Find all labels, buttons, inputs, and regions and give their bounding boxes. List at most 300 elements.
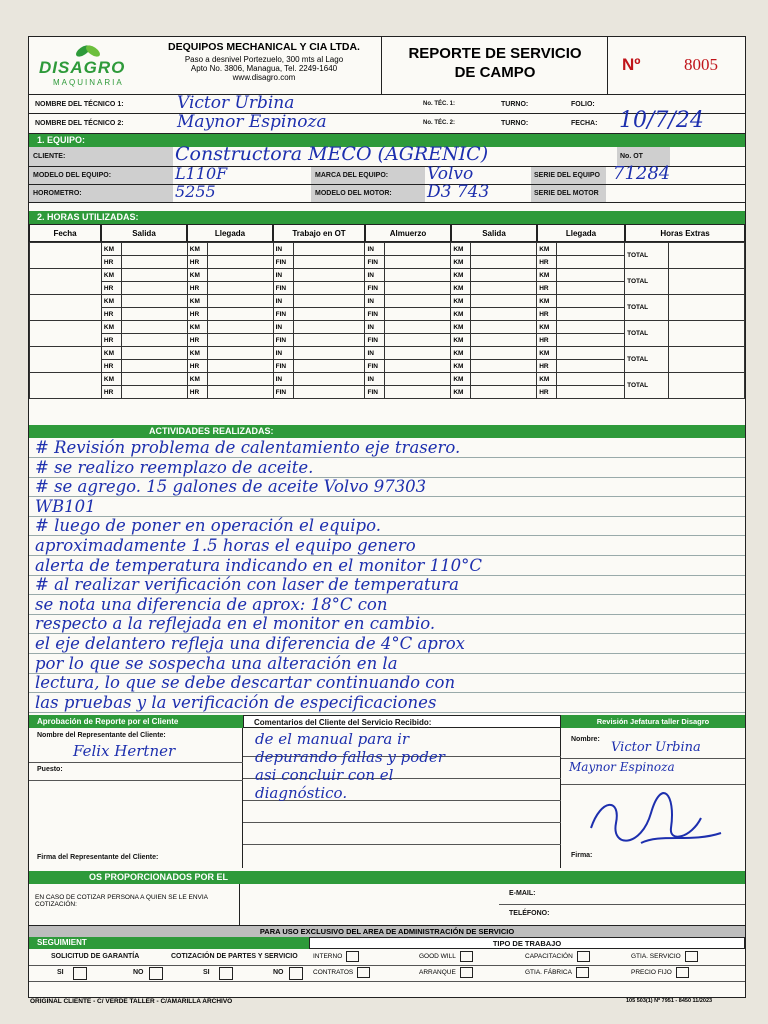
cell-input[interactable]: [385, 373, 451, 386]
report-title-1: REPORTE DE SERVICIO: [408, 45, 582, 62]
cell-input[interactable]: [557, 243, 625, 256]
cell-input[interactable]: [557, 386, 625, 399]
cell-input[interactable]: [669, 243, 745, 269]
activity-line: se nota una diferencia de aprox: 18°C con: [35, 594, 388, 614]
rep-value[interactable]: Felix Hertner: [73, 742, 176, 760]
puesto-label: Puesto:: [37, 766, 63, 773]
cell-unit: IN: [365, 373, 385, 386]
revision-line-1: [561, 758, 745, 759]
cell-input[interactable]: [557, 347, 625, 360]
cell-unit: HR: [101, 308, 121, 321]
comment-line-4: [243, 822, 561, 823]
cell-unit: HR: [187, 360, 207, 373]
notec2-label: No. TÉC. 2:: [423, 120, 456, 126]
cell-unit: KM: [451, 373, 471, 386]
garantia-no-box[interactable]: [149, 967, 163, 980]
cotizacion-si-box[interactable]: [219, 967, 233, 980]
cell-input[interactable]: [207, 282, 273, 295]
cotizacion-no: NO: [273, 969, 284, 976]
brand-logo: [35, 41, 145, 91]
admin-bar: PARA USO EXCLUSIVO DEL AREA DE ADMINISTRACIÓN DE SERVICIO: [29, 926, 745, 937]
cell-input[interactable]: [385, 308, 451, 321]
col-llegada: Llegada: [187, 224, 273, 242]
turno1-label: TURNO:: [501, 101, 529, 108]
cell-unit: FIN: [365, 308, 385, 321]
fecha-label: FECHA:: [571, 120, 598, 127]
cell-input[interactable]: [385, 347, 451, 360]
hours-row: [30, 347, 745, 360]
garantia-si-box[interactable]: [73, 967, 87, 980]
cotizacion-si: SI: [203, 969, 210, 976]
cell-input[interactable]: [557, 334, 625, 347]
work-type-option[interactable]: [525, 951, 629, 962]
cell-input[interactable]: [207, 256, 273, 269]
col-fecha: Fecha: [29, 224, 101, 242]
cell-unit: KM: [537, 373, 557, 386]
hours-header: [29, 224, 745, 242]
cliente-label: CLIENTE:: [29, 147, 173, 166]
company-name: DEQUIPOS MECHANICAL Y CIA LTDA.: [168, 41, 360, 53]
cell-unit: KM: [101, 269, 121, 282]
cell-input[interactable]: [557, 295, 625, 308]
cell-unit: KM: [101, 295, 121, 308]
cell-input[interactable]: [121, 308, 187, 321]
work-type-checkbox[interactable]: [576, 967, 589, 978]
cell-input[interactable]: [293, 243, 365, 256]
motor-label: MODELO DEL MOTOR:: [311, 185, 425, 202]
aprobacion-bar: [29, 715, 745, 728]
work-type-option[interactable]: [313, 967, 417, 978]
cell-input[interactable]: [207, 334, 273, 347]
cell-unit: KM: [537, 295, 557, 308]
cell-unit: HR: [101, 282, 121, 295]
work-type-checkbox[interactable]: [357, 967, 370, 978]
col-horas-extras: Horas Extras: [625, 224, 745, 242]
cell-unit: KM: [451, 360, 471, 373]
cell-unit: HR: [187, 334, 207, 347]
comentarios-title: Comentarios del Cliente del Servicio Recibido:: [243, 715, 561, 728]
tech1-label: NOMBRE DEL TÉCNICO 1:: [35, 101, 124, 108]
cell-input[interactable]: [669, 373, 745, 399]
cell-total: TOTAL: [625, 243, 669, 269]
rep-label: Nombre del Representante del Cliente:: [37, 732, 166, 739]
revision-box: [561, 728, 745, 868]
cell-input[interactable]: [669, 347, 745, 373]
work-type-option[interactable]: [631, 967, 735, 978]
cell-total: TOTAL: [625, 269, 669, 295]
cell-unit: HR: [101, 360, 121, 373]
cell-unit: KM: [451, 282, 471, 295]
garantia-label: SOLICITUD DE GARANTÍA: [51, 953, 140, 960]
garantia-si: SI: [57, 969, 64, 976]
cell-input[interactable]: [207, 321, 273, 334]
brand-subtitle: MAQUINARIA: [53, 78, 124, 87]
cell-input[interactable]: [557, 321, 625, 334]
cell-input[interactable]: [293, 386, 365, 399]
cell-unit: IN: [273, 269, 293, 282]
cell-input[interactable]: [293, 282, 365, 295]
cell-unit: KM: [187, 373, 207, 386]
cell-unit: FIN: [365, 360, 385, 373]
cell-total: TOTAL: [625, 373, 669, 399]
cell-unit: KM: [451, 334, 471, 347]
cell-unit: IN: [273, 347, 293, 360]
cell-input[interactable]: [557, 269, 625, 282]
cell-input[interactable]: [121, 256, 187, 269]
cell-input[interactable]: [471, 295, 537, 308]
work-type-label: CAPACITACIÓN: [525, 953, 573, 961]
cell-unit: HR: [101, 386, 121, 399]
cell-unit: KM: [537, 321, 557, 334]
cell-input[interactable]: [471, 282, 537, 295]
actividades-area[interactable]: [29, 438, 745, 714]
cell-unit: KM: [451, 256, 471, 269]
tech2-label: NOMBRE DEL TÉCNICO 2:: [35, 120, 124, 127]
leaf-icon: [73, 41, 103, 59]
cotizacion-no-box[interactable]: [289, 967, 303, 980]
cliente-value[interactable]: Constructora MECO (AGRENIC): [175, 143, 489, 165]
cell-unit: FIN: [365, 386, 385, 399]
cell-unit: KM: [451, 386, 471, 399]
cell-input[interactable]: [121, 373, 187, 386]
company-address-2: Apto No. 3806, Managua, Tel. 2249-1640: [190, 64, 338, 73]
activity-line: respecto a la reflejada en el monitor en cambio.: [35, 614, 436, 634]
cell-fecha[interactable]: [30, 373, 102, 399]
title-block: [381, 37, 608, 95]
col-salida: Salida: [101, 224, 187, 242]
cell-unit: KM: [537, 269, 557, 282]
work-type-checkbox[interactable]: [676, 967, 689, 978]
email-line: [499, 904, 745, 905]
header-row: [29, 37, 745, 95]
cell-unit: HR: [537, 386, 557, 399]
service-report-form: [28, 36, 746, 998]
cell-input[interactable]: [471, 321, 537, 334]
motor-value[interactable]: D3 743: [427, 182, 490, 202]
cell-unit: HR: [187, 256, 207, 269]
cell-input[interactable]: [385, 386, 451, 399]
cell-unit: IN: [273, 243, 293, 256]
cell-unit: FIN: [273, 282, 293, 295]
cell-input[interactable]: [669, 295, 745, 321]
cell-input[interactable]: [121, 295, 187, 308]
cell-input[interactable]: [293, 308, 365, 321]
proporcionados-bar: OS PROPORCIONADOS POR EL: [29, 871, 745, 884]
cell-total: TOTAL: [625, 347, 669, 373]
tech2-value[interactable]: Maynor Espinoza: [177, 112, 327, 132]
company-website: www.disagro.com: [232, 73, 296, 82]
hours-row: [30, 295, 745, 308]
cell-unit: KM: [451, 295, 471, 308]
col-llegada-2: Llegada: [537, 224, 625, 242]
footer-left: ORIGINAL CLIENTE - C/ VERDE TALLER - C/AMARILLA ARCHIVO: [30, 998, 233, 1005]
cell-unit: FIN: [273, 386, 293, 399]
cell-unit: HR: [537, 360, 557, 373]
cell-unit: HR: [187, 308, 207, 321]
modelo-label: MODELO DEL EQUIPO:: [29, 167, 173, 184]
activity-line: # luego de poner en operación el equipo.: [35, 516, 381, 536]
work-type-checkbox[interactable]: [460, 967, 473, 978]
cell-input[interactable]: [557, 360, 625, 373]
activity-line: el eje delantero refleja una diferencia de 4°C aprox: [35, 634, 465, 653]
cell-input[interactable]: [293, 256, 365, 269]
cell-input[interactable]: [557, 282, 625, 295]
signature-mark: [581, 788, 731, 858]
activity-line: # al realizar verificación con laser de temperatura: [35, 575, 459, 595]
cell-input[interactable]: [557, 256, 625, 269]
report-number: 8005: [684, 55, 718, 74]
activity-line: por lo que se sospecha una alteración en la: [35, 653, 398, 673]
cell-input[interactable]: [557, 373, 625, 386]
turno2-label: TURNO:: [501, 120, 529, 127]
activity-line: lectura, lo que se debe descartar continuando con: [35, 673, 456, 693]
hours-table: [29, 224, 745, 396]
cell-unit: IN: [273, 295, 293, 308]
cell-input[interactable]: [293, 295, 365, 308]
actividades-section-bar: ACTIVIDADES REALIZADAS:: [29, 425, 745, 438]
brand-name: DISAGRO: [39, 58, 126, 77]
modelo-row: [29, 163, 745, 185]
cell-unit: FIN: [273, 256, 293, 269]
cell-fecha[interactable]: [30, 243, 102, 269]
seguimiento-bar: [29, 937, 745, 949]
cell-input[interactable]: [471, 269, 537, 282]
cell-input[interactable]: [121, 334, 187, 347]
cell-input[interactable]: [121, 347, 187, 360]
cell-input[interactable]: [293, 269, 365, 282]
company-block: [149, 41, 379, 82]
cell-input[interactable]: [471, 334, 537, 347]
cell-unit: KM: [537, 243, 557, 256]
cell-input[interactable]: [385, 243, 451, 256]
work-type-checkbox[interactable]: [685, 951, 698, 962]
proporcionados-box: [29, 884, 745, 926]
hours-body: [29, 242, 745, 399]
cell-unit: KM: [187, 321, 207, 334]
comment-line: depurando fallas y poder: [255, 748, 445, 766]
cell-input[interactable]: [293, 373, 365, 386]
cell-input[interactable]: [471, 256, 537, 269]
cell-unit: FIN: [365, 334, 385, 347]
cell-unit: IN: [273, 373, 293, 386]
report-title-2: DE CAMPO: [454, 64, 536, 81]
cell-input[interactable]: [471, 347, 537, 360]
cell-unit: KM: [187, 269, 207, 282]
cell-input[interactable]: [207, 308, 273, 321]
cotizar-label: EN CASO DE COTIZAR PERSONA A QUIEN SE LE ENVIA COTIZACIÓN:: [35, 894, 208, 908]
work-type-option[interactable]: [419, 951, 523, 962]
cell-input[interactable]: [207, 269, 273, 282]
work-type-option[interactable]: [313, 951, 417, 962]
cell-input[interactable]: [121, 282, 187, 295]
email-label: E-MAIL:: [509, 890, 536, 897]
hours-row: [30, 321, 745, 334]
cell-unit: IN: [365, 295, 385, 308]
cell-input[interactable]: [207, 243, 273, 256]
work-type-option[interactable]: [525, 967, 629, 978]
company-address-1: Paso a desnivel Portezuelo, 300 mts al Lago: [184, 55, 344, 64]
work-type-checkbox[interactable]: [346, 951, 359, 962]
fecha-value[interactable]: 10/7/24: [619, 108, 704, 133]
number-label: Nº: [622, 55, 641, 74]
cell-unit: KM: [101, 321, 121, 334]
number-block: [607, 37, 746, 95]
horas-section-bar: 2. HORAS UTILIZADAS:: [29, 211, 745, 224]
serie-value[interactable]: 71284: [613, 163, 671, 184]
aprobacion-box: [29, 728, 243, 868]
comentarios-box[interactable]: [243, 728, 561, 868]
work-type-checkbox[interactable]: [460, 951, 473, 962]
cell-unit: HR: [101, 334, 121, 347]
col-salida-2: Salida: [451, 224, 537, 242]
garantia-no: NO: [133, 969, 144, 976]
admin-grid: [29, 949, 745, 997]
cell-input[interactable]: [471, 308, 537, 321]
cell-input[interactable]: [207, 295, 273, 308]
seguimiento-label: SEGUIMIENT: [29, 937, 309, 949]
cell-input[interactable]: [121, 360, 187, 373]
notec1-label: No. TÉC. 1:: [423, 101, 456, 107]
footer-right: 105 503(1) Nº 7951 - 8450 11/2023: [626, 998, 713, 1004]
cell-unit: IN: [365, 321, 385, 334]
cell-input[interactable]: [471, 360, 537, 373]
cell-unit: KM: [451, 321, 471, 334]
cell-input[interactable]: [207, 386, 273, 399]
cell-unit: FIN: [365, 256, 385, 269]
work-type-option[interactable]: [631, 951, 735, 962]
firma-cliente-label: Firma del Representante del Cliente:: [37, 854, 159, 861]
work-type-checkbox[interactable]: [577, 951, 590, 962]
cell-unit: IN: [365, 347, 385, 360]
marca-value[interactable]: Volvo: [427, 164, 474, 184]
cell-input[interactable]: [385, 256, 451, 269]
puesto-line: [29, 780, 243, 781]
cell-input[interactable]: [207, 347, 273, 360]
cell-unit: HR: [537, 282, 557, 295]
cell-fecha[interactable]: [30, 269, 102, 295]
cell-total: TOTAL: [625, 321, 669, 347]
work-type-label: GTIA. FÁBRICA: [525, 969, 572, 977]
work-type-label: GTIA. SERVICIO: [631, 953, 681, 961]
cell-unit: FIN: [365, 282, 385, 295]
col-almuerzo: Almuerzo: [365, 224, 451, 242]
comment-line: de el manual para ir: [255, 730, 410, 748]
cell-input[interactable]: [471, 386, 537, 399]
activity-line: aproximadamente 1.5 horas el equipo genero: [35, 536, 416, 555]
tech2-row: [29, 108, 745, 134]
comment-line-5: [243, 844, 561, 845]
admin-row-line: [29, 965, 745, 966]
cell-unit: HR: [187, 282, 207, 295]
cell-input[interactable]: [121, 243, 187, 256]
hours-row: [30, 243, 745, 256]
cotizacion-label: COTIZACIÓN DE PARTES Y SERVICIO: [171, 953, 298, 960]
cell-fecha[interactable]: [30, 295, 102, 321]
cell-input[interactable]: [293, 321, 365, 334]
work-type-label: INTERNO: [313, 953, 343, 961]
not-label: No. OT: [617, 147, 670, 166]
cell-unit: KM: [451, 243, 471, 256]
hours-row: [30, 269, 745, 282]
cell-input[interactable]: [385, 295, 451, 308]
col-trabajo: Trabajo en OT: [273, 224, 365, 242]
cell-fecha[interactable]: [30, 321, 102, 347]
work-type-option[interactable]: [419, 967, 523, 978]
cell-input[interactable]: [669, 269, 745, 295]
cell-unit: KM: [451, 308, 471, 321]
comment-line: diagnóstico.: [255, 784, 348, 802]
cell-unit: KM: [187, 295, 207, 308]
work-type-label: CONTRATOS: [313, 969, 354, 977]
cell-unit: KM: [101, 373, 121, 386]
tech1-value[interactable]: Victor Urbina: [177, 93, 295, 113]
rep-line: [29, 762, 243, 763]
cell-unit: KM: [187, 243, 207, 256]
cell-unit: HR: [101, 256, 121, 269]
activity-line: alerta de temperatura indicando en el monitor 110°C: [35, 555, 483, 575]
cell-input[interactable]: [471, 373, 537, 386]
cell-input[interactable]: [471, 243, 537, 256]
horometro-value[interactable]: 5255: [175, 182, 216, 201]
marca-label: MARCA DEL EQUIPO:: [311, 167, 425, 184]
comment-line: asi concluir con el: [255, 766, 394, 784]
cell-input[interactable]: [385, 269, 451, 282]
cell-input[interactable]: [207, 373, 273, 386]
modelo-value[interactable]: L110F: [175, 164, 228, 183]
cell-total: TOTAL: [625, 295, 669, 321]
cell-unit: IN: [365, 269, 385, 282]
cell-fecha[interactable]: [30, 347, 102, 373]
tipo-trabajo-label: TIPO DE TRABAJO: [309, 937, 745, 949]
cell-unit: KM: [101, 347, 121, 360]
work-type-label: PRECIO FIJO: [631, 969, 672, 977]
horometro-row: [29, 182, 745, 203]
cell-unit: KM: [187, 347, 207, 360]
cell-unit: FIN: [273, 334, 293, 347]
cell-unit: IN: [365, 243, 385, 256]
cell-input[interactable]: [557, 308, 625, 321]
revision-nombre-2[interactable]: Maynor Espinoza: [569, 760, 675, 774]
telefono-label: TELÉFONO:: [509, 910, 550, 917]
revision-nombre-1[interactable]: Victor Urbina: [611, 740, 701, 755]
cell-input[interactable]: [121, 269, 187, 282]
cell-unit: IN: [273, 321, 293, 334]
cell-input[interactable]: [385, 321, 451, 334]
revision-title: Revisión Jefatura taller Disagro: [561, 715, 745, 728]
cell-input[interactable]: [385, 282, 451, 295]
cell-input[interactable]: [207, 360, 273, 373]
aprobacion-title: Aprobación de Reporte por el Cliente: [29, 715, 243, 728]
activity-line: WB101: [35, 496, 96, 516]
cell-input[interactable]: [293, 334, 365, 347]
work-type-label: ARRANQUE: [419, 969, 456, 977]
cell-input[interactable]: [293, 360, 365, 373]
cell-input[interactable]: [385, 334, 451, 347]
activity-line: # se realizo reemplazo de aceite.: [35, 457, 314, 477]
cell-input[interactable]: [121, 321, 187, 334]
cell-input[interactable]: [293, 347, 365, 360]
cell-unit: KM: [451, 347, 471, 360]
revision-line-2: [561, 784, 745, 785]
cell-unit: KM: [101, 243, 121, 256]
cell-input[interactable]: [669, 321, 745, 347]
revision-firma-label: Firma:: [571, 852, 593, 859]
cell-input[interactable]: [121, 386, 187, 399]
cell-unit: HR: [187, 386, 207, 399]
cell-input[interactable]: [385, 360, 451, 373]
cell-unit: HR: [537, 256, 557, 269]
activity-line: # Revisión problema de calentamiento eje trasero.: [35, 438, 461, 457]
